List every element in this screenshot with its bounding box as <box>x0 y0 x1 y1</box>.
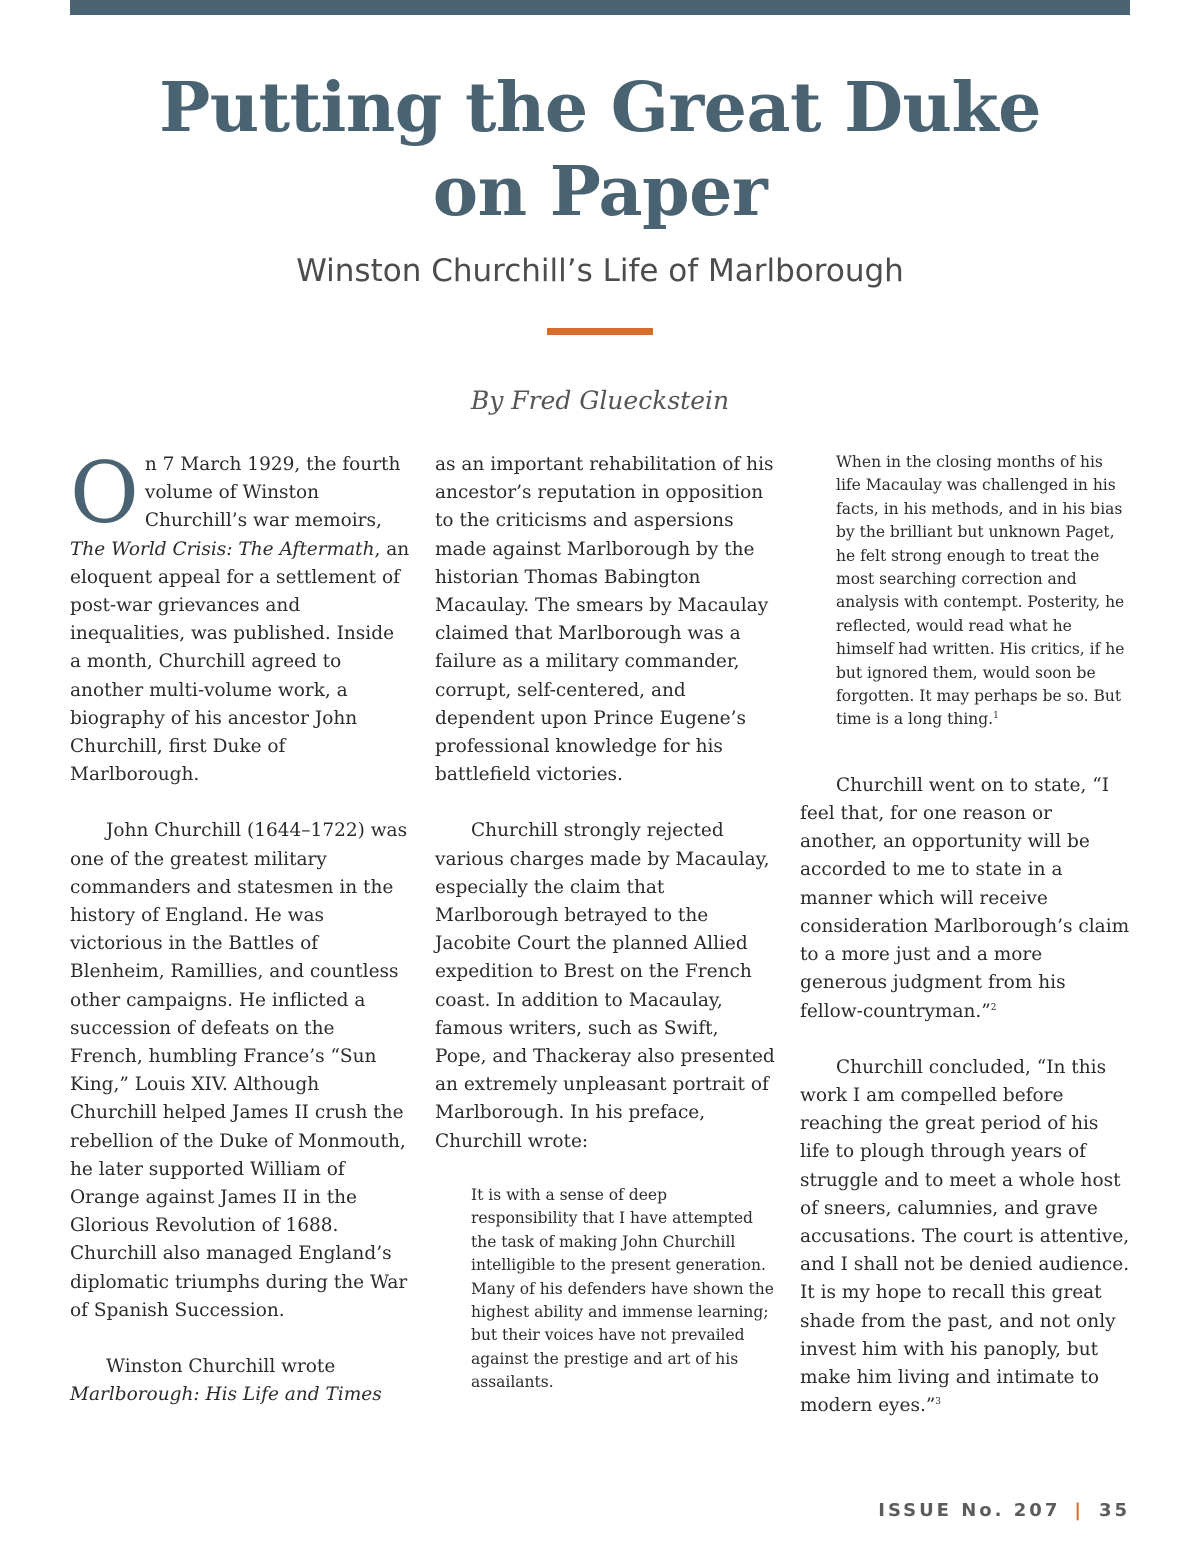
article-subtitle: Winston Churchill’s Life of Marlborough <box>296 253 904 289</box>
footnote-marker-3: 3 <box>935 1396 942 1407</box>
footer-separator: | <box>1074 1500 1081 1521</box>
footnote-marker-2: 2 <box>990 1002 997 1013</box>
title-line-2: on Paper <box>432 152 768 232</box>
block-quote-preface: It is with a sense of deep responsibility that I have attempted the task of making John Churchill intelligible to the present generation. Many of his defenders have shown the highest ability and immense learning; but their voices have not prevailed against the prestige and art of his assailants. <box>471 1185 774 1392</box>
winston-wrote-text: Winston Churchill wrote <box>106 1356 336 1378</box>
paragraph-john-churchill: John Churchill (1644–1722) was one of the greatest military commanders and statesmen in the history of England. He was victorious in the Battles of Blenheim, Ramillies, and countless other campaigns. He inflicted a succession of defeats on the French, humbling France’s “Sun King,” Louis XIV. Although Churchill helped James II crush the rebellion of the Duke of Monmouth, he later supported William of Orange against James II in the Glorious Revolution of 1688. Churchill also managed England’s diplomatic triumphs during the War of Spanish Succession. <box>70 820 408 1321</box>
book-title-marlborough: Marlborough: His Life and Times <box>70 1384 382 1406</box>
page-footer <box>878 1500 1130 1521</box>
paragraph-went-on <box>800 772 1130 1026</box>
went-on-text: Churchill went on to state, “I feel that, for one reason or another, an opportunity will be accorded to me to state in a manner which will receive consideration Marlborough’s claim to a more just and a more generous judgment from his fellow-countryman.” <box>800 774 1130 1022</box>
paragraph-concluded <box>800 1054 1130 1421</box>
paragraph-rejected-charges: Churchill strongly rejected various charges made by Macaulay, especially the claim that Marlborough betrayed to the Jacobite Court the planned Allied expedition to Brest on the French coast. In addition to Macaulay, famous writers, such as Swift, Pope, and Thackeray also presented an extremely unpleasant portrait of Marlborough. In his preface, Churchill wrote: <box>435 820 775 1152</box>
macaulay-quote-text: When in the closing months of his life Macaulay was challenged in his facts, in his methods, and in his bias by the brilliant but unknown Paget, he felt strong enough to treat the most searching correction and analysis with contempt. Posterity, he reflected, would read what he himself had written. His critics, if he but ignored them, would soon be forgotten. It may perhaps be so. But time is a long thing. <box>836 453 1125 729</box>
column-2 <box>435 451 775 1423</box>
paragraph-winston-wrote <box>70 1353 410 1409</box>
paragraph-rehabilitation: as an important rehabilitation of his ancestor’s reputation in opposition to the criticisms and aspersions made against Marlborough by the historian Thomas Babington Macaulay. The smears by Macaulay claimed that Marlborough was a failure as a military commander, corrupt, self-centered, and dependent upon Prince Eugene’s professional knowledge for his battlefield victories. <box>435 454 774 786</box>
drop-cap: O <box>70 444 139 542</box>
block-quote-macaulay <box>800 451 1130 732</box>
article-title <box>100 66 1100 234</box>
issue-label: ISSUE No. 207 <box>878 1500 1061 1521</box>
book-title-world-crisis: The World Crisis: The Aftermath <box>70 538 375 560</box>
intro-text-a: n 7 March 1929, the fourth volume of Winston Churchill’s war memoirs, <box>144 454 401 532</box>
page-number: 35 <box>1098 1500 1130 1521</box>
accent-divider <box>547 328 653 335</box>
concluded-text: Churchill concluded, “In this work I am compelled before reaching the great period of his life to plough through years of struggle and to meet a whole host of sneers, calumnies, and grave accusations. The court is attentive, and I shall not be denied audience. It is my hope to recall this great shade from the past, and not only invest him with his panoply, but make him living and intimate to modern eyes.” <box>800 1056 1130 1417</box>
intro-text-b: , an eloquent appeal for a settlement of post-war grievances and inequalities, was published. Inside a month, Churchill agreed to another multi-volume work, a biography of his ancestor John Churchill, first Duke of Marlborough. <box>70 538 410 786</box>
top-color-bar <box>70 0 1130 15</box>
byline: By Fred Glueckstein <box>470 386 730 415</box>
title-line-1: Putting the Great Duke <box>159 68 1041 148</box>
footnote-marker-1: 1 <box>993 711 999 722</box>
column-1 <box>70 444 410 1438</box>
paragraph-intro <box>70 444 410 789</box>
column-3 <box>800 451 1130 1448</box>
